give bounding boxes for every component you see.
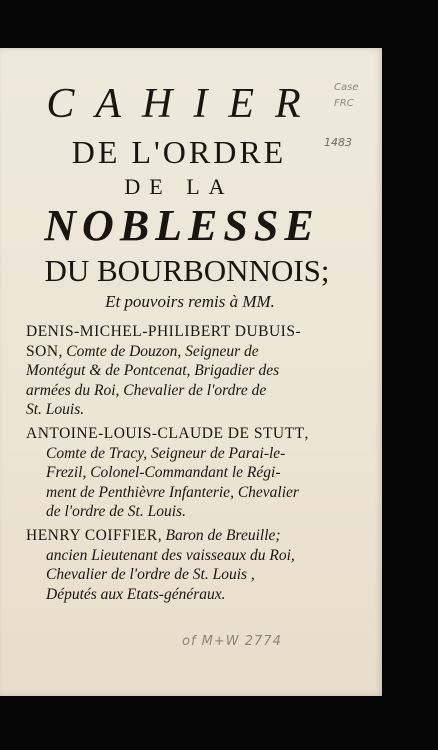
- deputy-3-line-2: ancien Lieutenant des vaisseaux du Roi,: [46, 546, 295, 564]
- subtitle-pouvoirs: Et pouvoirs remis à MM.: [105, 292, 275, 311]
- handwritten-note-year: 1483: [324, 136, 352, 149]
- deputy-3-line-3: Chevalier de l'ordre de St. Louis ,: [46, 566, 255, 583]
- deputy-2-line-3: Frezil, Colonel-Commandant le Régi-: [46, 464, 281, 481]
- deputy-entry-1: [26, 322, 324, 420]
- deputy-3-line-1: HENRY COIFFIER, Baron de Breuille;: [26, 527, 281, 544]
- deputy-2-line-4: ment de Penthièvre Infanterie, Chevalier: [46, 483, 299, 501]
- title-cahier: CAHIER: [46, 81, 322, 127]
- deputy-1-line-2: SON, Comte de Douzon, Seigneur de: [26, 342, 259, 360]
- handwritten-note-case: Case: [334, 82, 359, 93]
- deputy-3-line-4: Députés aux Etats-généraux.: [46, 585, 226, 603]
- title-noblesse: NOBLESSE: [44, 201, 320, 250]
- deputy-1-line-3: Montégut & de Pontcenat, Brigadier des: [26, 362, 280, 379]
- deputy-2-line-1: ANTOINE-LOUIS-CLAUDE DE STUTT,: [26, 425, 309, 442]
- deputy-entry-2: [26, 424, 324, 522]
- deputy-2-line-2: Comte de Tracy, Seigneur de Parai-le-: [46, 444, 286, 462]
- title-de-la: DE LA: [124, 174, 234, 199]
- title-de-lordre: DE L'ORDRE: [71, 134, 287, 170]
- deputy-entry-3: [26, 526, 324, 604]
- deputy-1-line-1: DENIS-MICHEL-PHILIBERT DUBUIS-: [26, 323, 302, 340]
- handwritten-note-catalog: of M+W 2774: [182, 634, 282, 649]
- title-du-bourbonnois: DU BOURBONNOIS;: [44, 253, 330, 288]
- deputy-1-line-5: St. Louis.: [26, 401, 85, 418]
- deputy-1-line-4: armées du Roi, Chevalier de l'ordre de: [26, 381, 267, 399]
- handwritten-note-frc: FRC: [334, 98, 354, 109]
- deputy-2-line-5: de l'ordre de St. Louis.: [46, 503, 186, 520]
